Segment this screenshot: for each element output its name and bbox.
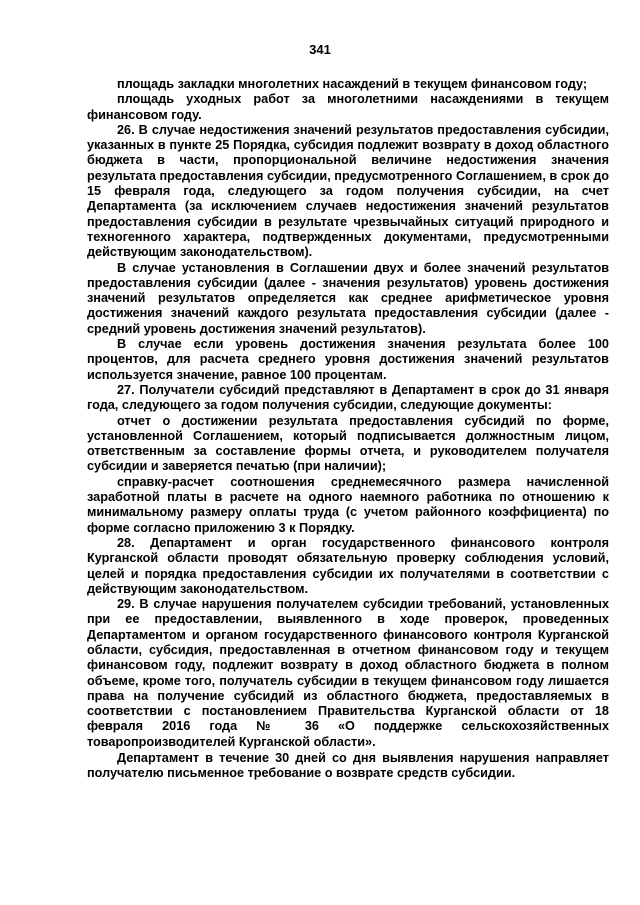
paragraph: 27. Получатели субсидий представляют в Департамент в срок до 31 января года, следующего за годом получения субсидии, следующие документы: [87, 382, 609, 413]
paragraph: отчет о достижении результата предоставления субсидий по форме, установленной Соглашением, который подписывается должностным лицом, ответственным за составление формы отчета, и руководителем получателя субсидии и заверяется печатью (при наличии); [87, 413, 609, 474]
paragraph: площадь уходных работ за многолетними насаждениями в текущем финансовом году. [87, 92, 609, 122]
paragraph: 29. В случае нарушения получателем субсидии требований, установленных при ее предоставлении, выявленного в ходе проверок, проведенных Департаментом и органом государственного финансового контроля Курганской области, субсидия, предоставленная в отчетном финансовом году и текущем финансовом году, подлежит возврату в доход областного бюджета в полном объеме, кроме того, получатель субсидии в текущем финансовом году лишается права на получение субсидий из областного бюджета, предоставляемых в соответствии с постановлением Правительства Курганской области от 18 февраля 2016 года № 36 «О поддержке сельскохозяйственных товаропроизводителей Курганской области». [87, 597, 609, 749]
document-body [87, 77, 609, 782]
paragraph: 26. В случае недостижения значений результатов предоставления субсидии, указанных в пункте 25 Порядка, субсидия подлежит возврату в доход областного бюджета в части, пропорциональной величине недостижения значения результата предоставления субсидии, предусмотренного Соглашением, в срок до 15 февраля года, следующего за годом получения субсидии, на счет Департамента (за исключением случаев недостижения значений результатов предоставления субсидии в результате чрезвычайных ситуаций природного и техногенного характера, подтвержденных документами, предусмотренными действующим законодательством). [87, 122, 609, 260]
paragraph: справку-расчет соотношения среднемесячного размера начисленной заработной платы в расчете на одного наемного работника по отношению к минимальному размеру оплаты труда (с учетом районного коэффициента) по форме согласно приложению 3 к Порядку. [87, 474, 609, 535]
paragraph: В случае если уровень достижения значения результата более 100 процентов, для расчета среднего уровня достижения значений результатов используется значение, равное 100 процентам. [87, 337, 609, 382]
paragraph: Департамент в течение 30 дней со дня выявления нарушения направляет получателю письменное требование о возврате средств субсидии. [87, 751, 609, 781]
paragraph: В случае установления в Соглашении двух и более значений результатов предоставления субсидии (далее - значения результатов) уровень достижения значений результатов определяется как среднее арифметическое уровня достижения значений каждого результата предоставления субсидии (далее - средний уровень достижения значений результатов). [87, 260, 609, 336]
paragraph: площадь закладки многолетних насаждений в текущем финансовом году; [117, 77, 588, 91]
paragraph: 28. Департамент и орган государственного финансового контроля Курганской области проводят обязательную проверку соблюдения условий, целей и порядка предоставления субсидии их получателями в соответствии с действующим законодательством. [87, 535, 609, 596]
page-number: 341 [309, 42, 331, 57]
